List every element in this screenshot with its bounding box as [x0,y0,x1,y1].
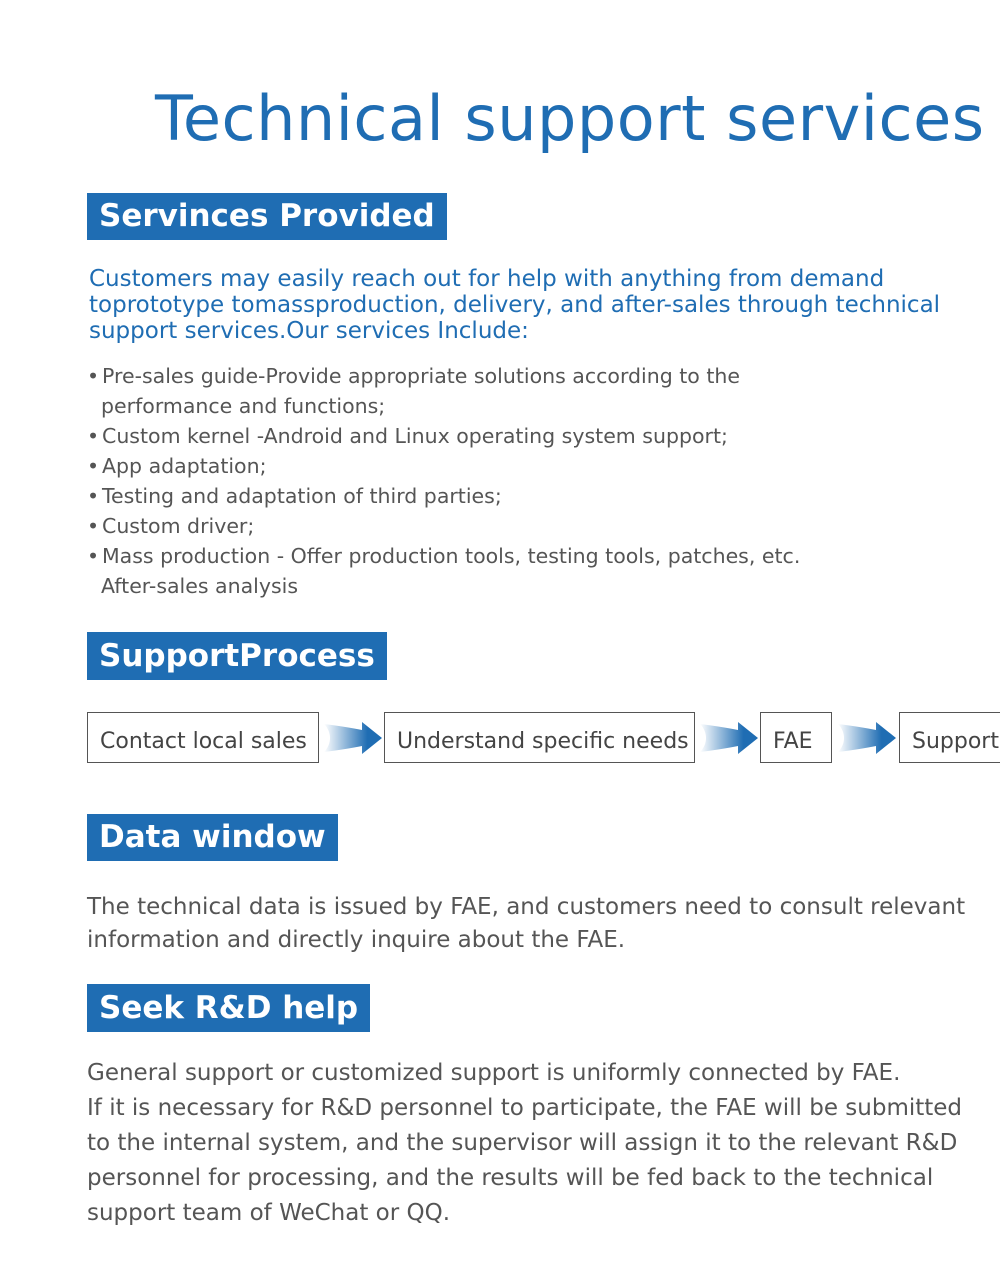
list-item: • Custom driver; [87,514,255,538]
gradient-arrow-icon [698,716,758,760]
list-item-continuation: performance and functions; [101,394,386,418]
data-window-text: The technical data is issued by FAE, and customers need to consult relevant information and directly inquire about the FAE. [87,894,966,953]
list-item: • App adaptation; [87,454,267,478]
process-step-understand-needs: Understand specific needs [384,712,695,763]
section-label-services-provided: Servinces Provided [87,193,447,240]
gradient-arrow-icon [836,716,896,760]
list-item: • Custom kernel -Android and Linux operating system support; [87,424,728,448]
process-step-support: Support [899,712,1000,763]
gradient-arrow-icon [322,716,382,760]
list-item: • Mass production - Offer production tools, testing tools, patches, etc. [87,544,801,568]
section-label-support-process: SupportProcess [87,632,387,680]
services-list [87,361,887,601]
list-item-continuation: After-sales analysis [101,574,299,598]
section-label-rd-help: Seek R&D help [87,984,370,1032]
process-step-contact-sales: Contact local sales [87,712,319,763]
rd-help-text-rest: If it is necessary for R&D personnel to participate, the FAE will be submitted to the internal system, and the supervisor will assign it to the relevant R&D personnel for processing, and the results will be fed back to the technical support team of WeChat or QQ. [87,1095,963,1226]
list-item: • Pre-sales guide-Provide appropriate solutions according to the [87,364,740,388]
page-title: Technical support services [155,82,985,155]
process-step-fae: FAE [760,712,832,763]
rd-help-text-line1: General support or customized support is uniformly connected by FAE. [87,1060,901,1086]
rd-help-text [87,1056,967,1231]
services-intro: Customers may easily reach out for help with anything from demand toprototype tomassproduction, delivery, and after-sales through technical support services.Our services Include: [89,266,941,344]
section-label-data-window: Data window [87,814,338,861]
list-item: • Testing and adaptation of third parties; [87,484,502,508]
